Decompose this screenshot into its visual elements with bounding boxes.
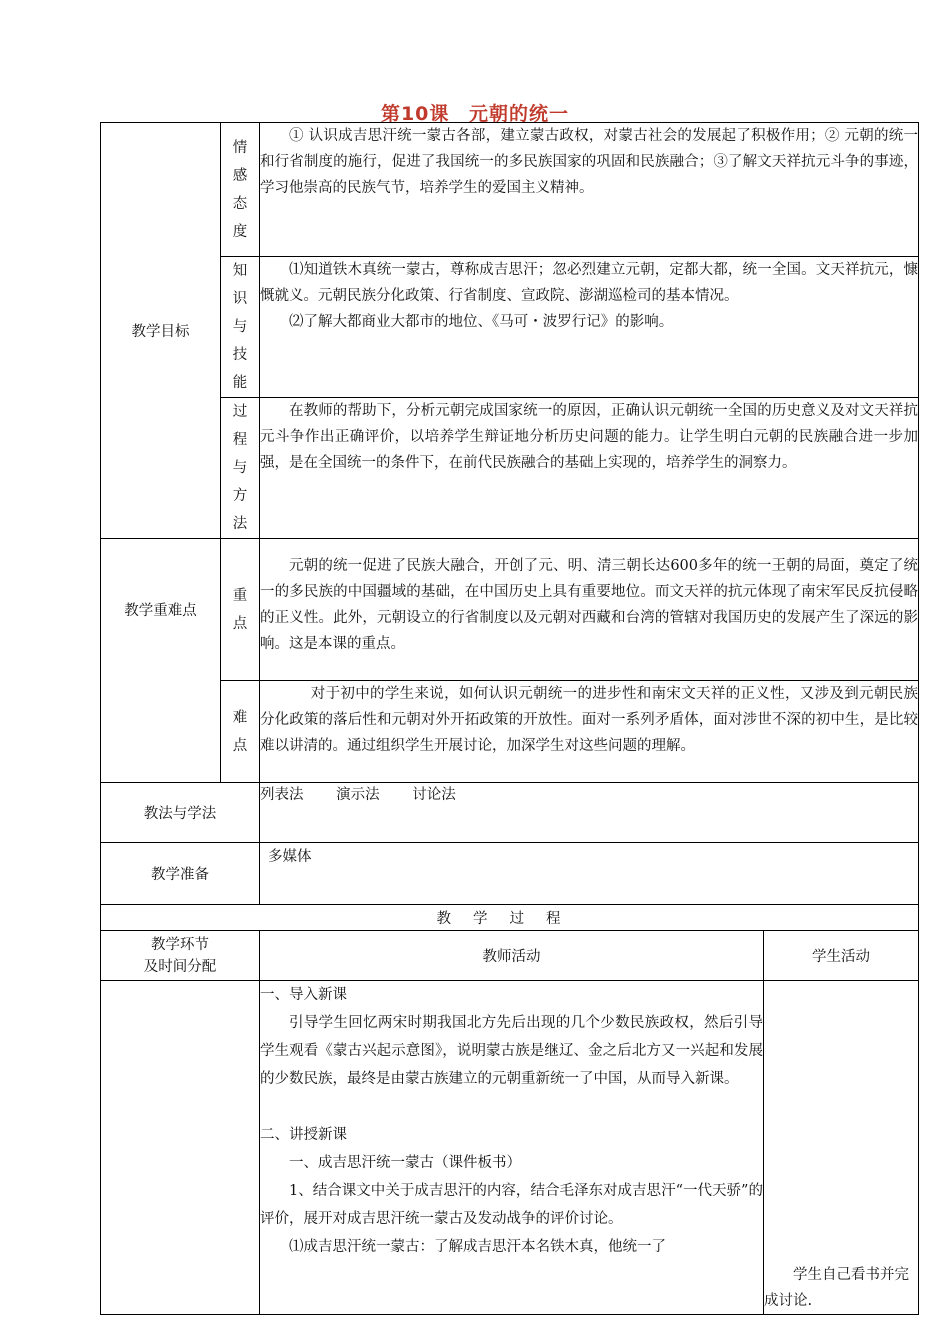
goal-knowledge-row xyxy=(101,257,919,398)
methods-label: 教法与学法 xyxy=(101,783,260,843)
intro-text: 引导学生回忆两宋时期我国北方先后出现的几个少数民族政权，然后引导学生观看《蒙古兴起示意图》，说明蒙古族是继辽、金之后北方又一兴起和发展的少数民族，最终是由蒙古族建立的元朝重新统一了中国，从而导入新课。 xyxy=(260,1015,763,1087)
student-activity: 学生自己看书并完成讨论. xyxy=(764,981,919,1315)
difficulty-row xyxy=(101,681,919,783)
key-points-label: 教学重难点 xyxy=(101,539,221,783)
discussion-point-2: ⑴成吉思汗统一蒙古：了解成吉思汗本名铁木真，他统一了 xyxy=(289,1239,666,1255)
emotion-text: ① 认识成吉思汗统一蒙古各部，建立蒙古政权，对蒙古社会的发展起了积极作用；② 元朝的统一和行省制度的施行，促进了我国统一的多民族国家的巩固和民族融合；③了解文天祥抗元斗争的事迹，学习他崇高的民族气节，培养学生的爱国主义精神。 xyxy=(260,123,919,257)
focus-text: 元朝的统一促进了民族大融合，开创了元、明、清三朝长达600多年的统一王朝的局面，奠定了统一的多民族的中国疆域的基础，在中国历史上具有重要地位。而文天祥的抗元体现了南宋军民反抗侵略的正义性。此外，元朝设立的行省制度以及元朝对西藏和台湾的管辖对我国历史的发展产生了深远的影响。这是本课的重点。 xyxy=(260,539,919,681)
prep-label: 教学准备 xyxy=(101,843,260,905)
emotion-label: 情 感 态 度 xyxy=(221,123,260,257)
prep-value: 多媒体 xyxy=(260,843,919,905)
process-body-row xyxy=(101,981,919,1315)
stage-column-header: 教学环节 及时间分配 xyxy=(101,931,260,981)
teacher-column-header: 教师活动 xyxy=(260,931,764,981)
goal-process-row xyxy=(101,398,919,539)
methods-list xyxy=(260,783,919,843)
focus-label: 重 点 xyxy=(221,539,260,681)
stage-cell xyxy=(101,981,260,1315)
process-label: 过 程 与 方 法 xyxy=(221,398,260,539)
section-title: 一、成吉思汗统一蒙古（课件板书） xyxy=(289,1155,521,1171)
prep-row xyxy=(101,843,919,905)
goal-emotion-row xyxy=(101,123,919,257)
goals-label: 教学目标 xyxy=(101,123,221,539)
knowledge-text-2: ⑵了解大都商业大都市的地位、《马可・波罗行记》的影响。 xyxy=(289,314,674,330)
new-lesson-title: 二、讲授新课 xyxy=(260,1127,347,1143)
methods-row xyxy=(101,783,919,843)
intro-title: 一、导入新课 xyxy=(260,987,347,1003)
method-item: 演示法 xyxy=(336,787,380,803)
process-header-row xyxy=(101,905,919,931)
discussion-point-1: 1、结合课文中关于成吉思汗的内容，结合毛泽东对成吉思汗“一代天骄”的评价，展开对成吉思汗统一蒙古及发动战争的评价讨论。 xyxy=(260,1183,763,1227)
knowledge-text-1: ⑴知道铁木真统一蒙古，尊称成吉思汗；忽必烈建立元朝，定都大都，统一全国。文天祥抗元，慷慨就义。元朝民族分化政策、行省制度、宣政院、澎湖巡检司的基本情况。 xyxy=(260,262,918,304)
column-header-row xyxy=(101,931,919,981)
focus-row xyxy=(101,539,919,681)
knowledge-label: 知 识 与 技 能 xyxy=(221,257,260,398)
method-item: 列表法 xyxy=(260,787,304,803)
method-item: 讨论法 xyxy=(412,787,456,803)
teacher-activity xyxy=(260,981,764,1315)
student-column-header: 学生活动 xyxy=(764,931,919,981)
lesson-plan-table xyxy=(100,122,919,1315)
difficulty-label: 难 点 xyxy=(221,681,260,783)
difficulty-text: 对于初中的学生来说，如何认识元朝统一的进步性和南宋文天祥的正义性，又涉及到元朝民族分化政策的落后性和元朝对外开拓政策的开放性。面对一系列矛盾体，面对涉世不深的初中生，是比较难以讲清的。通过组织学生开展讨论，加深学生对这些问题的理解。 xyxy=(260,681,919,783)
knowledge-text xyxy=(260,257,919,398)
process-header: 教学过程 xyxy=(101,905,919,931)
lesson-name: 元朝的统一 xyxy=(469,103,570,125)
process-text: 在教师的帮助下，分析元朝完成国家统一的原因，正确认识元朝统一全国的历史意义及对文天祥抗元斗争作出正确评价，以培养学生辩证地分析历史问题的能力。让学生明白元朝的民族融合进一步加强，是在全国统一的条件下，在前代民族融合的基础上实现的，培养学生的洞察力。 xyxy=(260,398,919,539)
lesson-number: 第10课 xyxy=(380,103,450,125)
